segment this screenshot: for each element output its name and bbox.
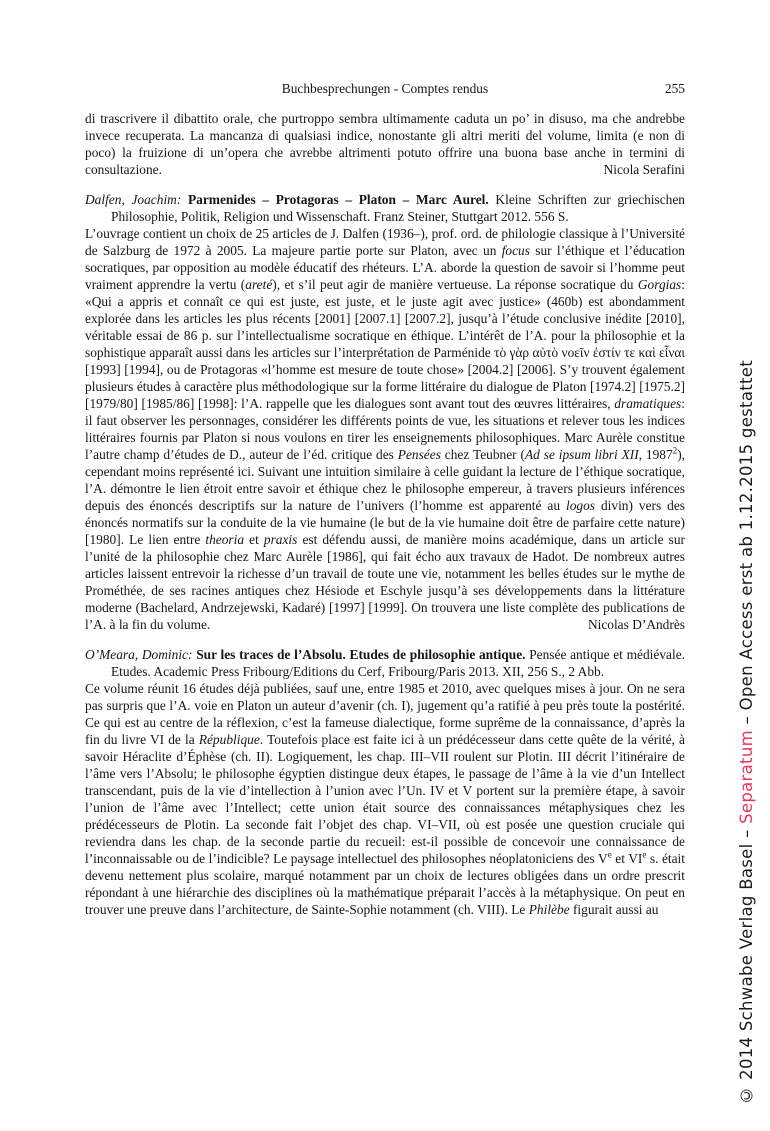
running-head [85,80,685,97]
separatum-label: Separatum [737,730,756,825]
review-dalfen [85,191,685,633]
running-head-title: Buchbesprechungen - Comptes rendus [281,81,489,96]
review-heading: Dalfen, Joachim: Parmenides – Protagoras – Platon – Marc Aurel. Kleine Schriften zur griechischen Philosophie, Politik, Religion und Wissenschaft. Franz Steiner, Stuttgart 2012. 556 S. [85,192,685,224]
review-body-text: Ce volume réunit 16 études déjà publiées, sauf une, entre 1985 et 2010, avec quelques mises à jour. On ne sera pas surpris que l’A. voie en Platon un auteur d’avenir (ch. I), jugement qu’a ratifié à peu près toute la postérité. Ce qui est au centre de la réflexion, c’est la fameuse dialectique, forme suprême de la connaissance, d’après la fin du livre VI de la République. Toutefois place est faite ici à un prédécesseur dans cette quête de la vérité, à savoir Héraclite d’Éphèse (ch. II). Logiquement, les chap. III–VII roulent sur Plotin. III décrit l’itinéraire de l’âme vers l’Absolu; le philosophe égyptien distingue deux étapes, le passage de l’âme à la vie d’un Intellect transcendant, puis de la vie d’intellection à l’union avec l’Un. IV et V portent sur la première étape, à savoir l’union de l’âme avec l’Intellect; cette union était source des connaissances métaphysiques chez les prédécesseurs de Plotin. La seconde fait l’objet des chap. VI–VII, où est posée une question cruciale qui reviendra dans les chap. de la seconde partie du recueil: est-il possible de concevoir une connaissance de l’inconnaissable ou de l’indicible? Le paysage intellectuel des philosophes néoplatoniciens des Ve et VIe s. était devenu nettement plus scolaire, marqué notamment par un choix de lectures obligées dans un ordre prescrit répondant à une hiérarchie des disciplines où la mathématique préparait l’accès à la métaphysique. On peut en trouver une preuve dans l’architecture, de Sainte-Sophie notamment (ch. VIII). Le Philèbe figurait aussi au [85,681,685,917]
review-body [85,680,685,918]
reviewer-signature: Nicolas D’Andrès [587,617,685,632]
page-number: 255 [664,81,685,96]
continuation-text: di trascrivere il dibattito orale, che purtroppo sembra ultimamente caduta un po’ in disuso, ma che andrebbe invece recuperata. La mancanza di qualsiasi indice, nonostante gli altri meriti del volume, limita (e non di poco) la fruizione di un’opera che avrebbe altrimenti potuto offrire una buona base anche in termini di consultazione. [85,111,685,177]
review-body [85,225,685,633]
reviewer-signature: Nicola Serafini [603,162,685,177]
continuation-paragraph [85,110,685,178]
review-heading: O’Meara, Dominic: Sur les traces de l’Absolu. Etudes de philosophie antique. Pensée antique et médiévale. Etudes. Academic Press Fribourg/Editions du Cerf, Fribourg/Paris 2013. XII, 256 S., 2 Abb. [85,647,685,679]
review-omeara [85,646,685,918]
copyright-sidebar [737,360,756,1105]
text-block [85,80,685,918]
copyright-suffix: – Open Access erst ab 1.12.2015 gestattet [737,360,756,731]
copyright-prefix: © 2014 Schwabe Verlag Basel – [737,824,756,1105]
review-body-text: L’ouvrage contient un choix de 25 articles de J. Dalfen (1936–), prof. ord. de philologie classique à l’Université de Salzburg de 1972 à 2005. La majeure partie porte sur Platon, avec un focus sur l’éthique et l’éducation socratiques, par opposition au modèle éducatif des rhéteurs. L’A. aborde la question de savoir si l’homme peut vraiment apprendre la vertu (areté), et s’il peut agir de manière vertueuse. La réponse socratique du Gorgias: «Qui a appris et connaît ce qui est juste, est juste, et le juste agit avec justice» (460b) est abondamment explorée dans les articles les plus récents [2001] [2007.1] [2007.2], jusqu’à l’étude conclusive inédite [2010], véritable essai de 86 p. sur l’intellectualisme socratique en éthique. L’intérêt de l’A. pour la philosophie et la sophistique apparaît aussi dans les articles sur l’interprétation de Parménide τὸ γὰρ αὐτὸ νοεῖν ἐστίν τε καὶ εἶναι [1993] [1994], ou de Protagoras «l’homme est mesure de toute chose» [2004.2] [2006]. S’y trouvent également plusieurs études à caractère plus méthodologique sur la forme littéraire du dialogue de Platon [1974.2] [1975.2] [1979/80] [1985/86] [1998]: l’A. rappelle que les dialogues sont avant tout des œuvres littéraires, dramatiques: il faut observer les personnages, considérer les différents points de vue, les situations et relever tous les indices littéraires fournis par Platon si nous voulons en tirer les enseignements philosophiques. Marc Aurèle constitue l’autre champ d’études de D., auteur de l’éd. critique des Pensées chez Teubner (Ad se ipsum libri XII, 1987$^2$), cependant moins représenté ici. Suivant une intuition similaire à celle guidant la lecture de l’éthique socratique, l’A. démontre le lien étroit entre savoir et éthique chez le philosophe empereur, à travers plusieurs inférences depuis des énoncés descriptifs sur la nature de l’univers (l’homme est apparenté au logos divin) vers des énoncés normatifs sur la conduite de la vie humaine (le but de la vie humaine doit être de parfaire cette nature) [1980]. Le lien entre theoria et praxis est défendu aussi, de manière moins académique, dans un article sur l’unité de la philosophie chez Marc Aurèle [1986], qui fait écho aux travaux de Hadot. De nombreux autres articles laissent entrevoir la richesse d’un travail de toute une vie, notamment les belles études sur le mythe de Prométhée, de ses racines antiques chez Hésiode et Eschyle jusqu’à ses développements dans la littérature moderne (Bachelard, Andrzejewski, Kadaré) [1997] [1999]. On trouvera une liste complète des publications de l’A. à la fin du volume. [85,226,686,632]
